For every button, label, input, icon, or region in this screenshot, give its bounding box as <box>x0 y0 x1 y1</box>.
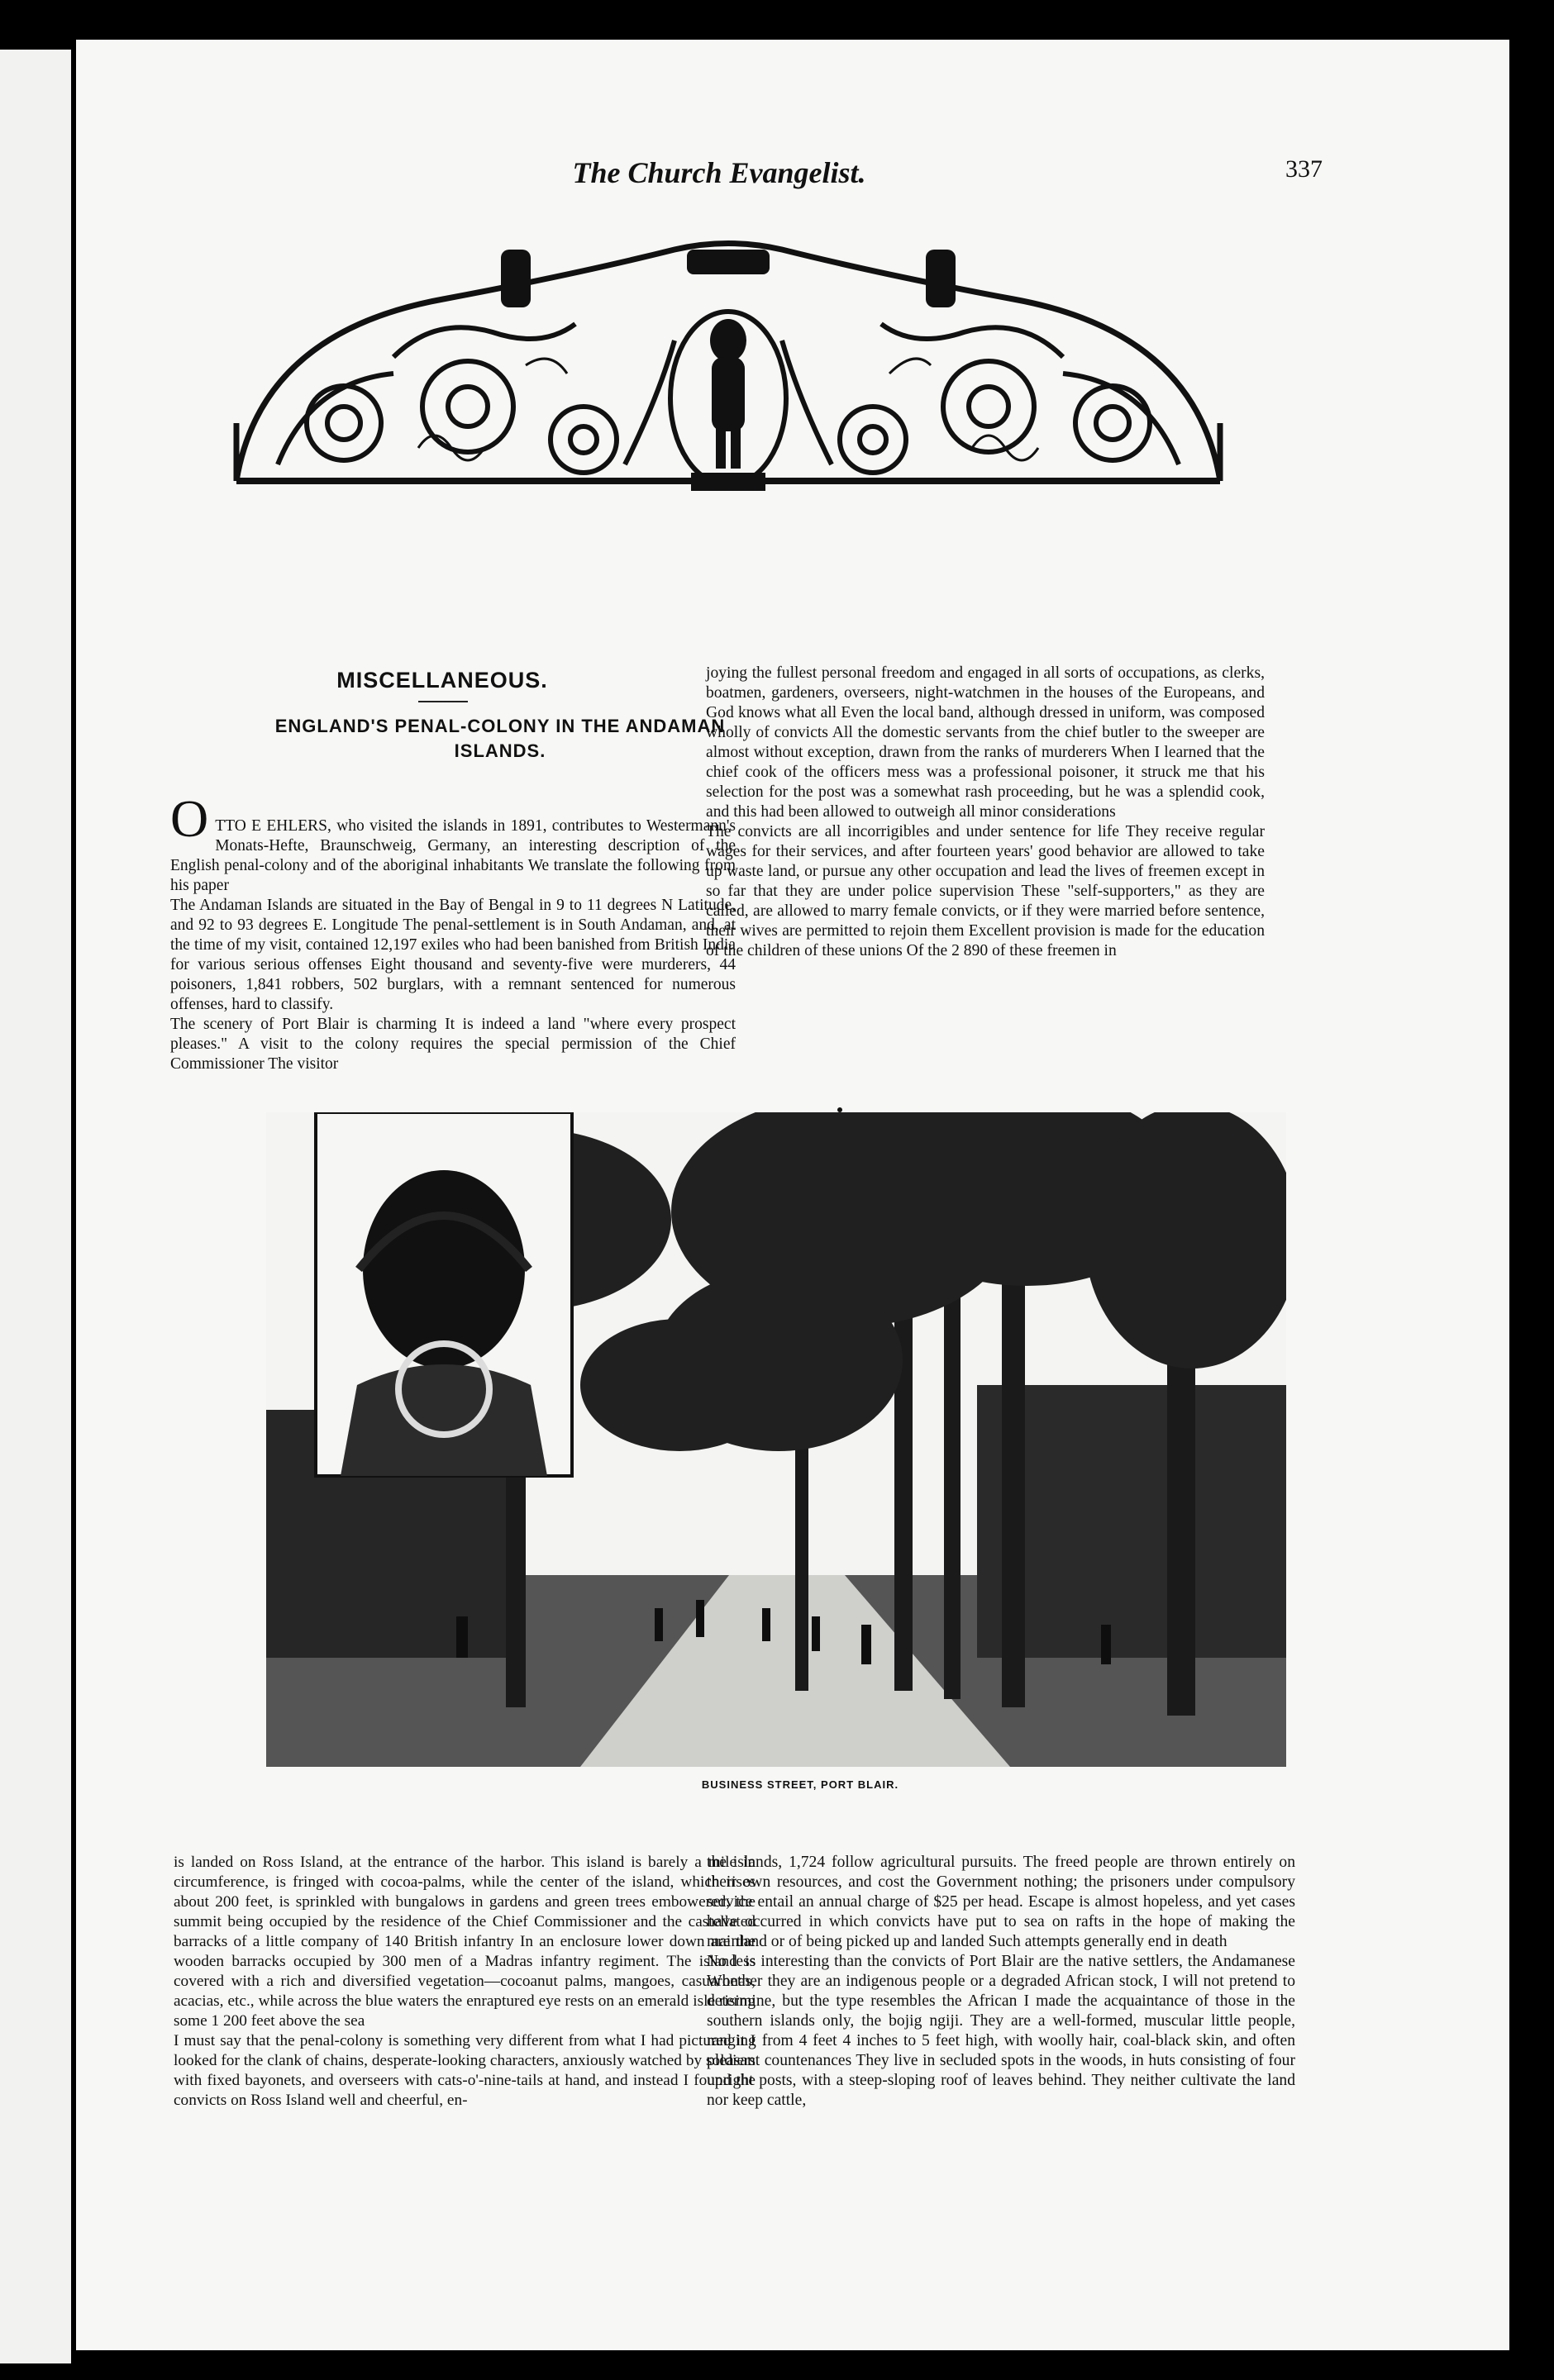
heading-divider <box>418 701 468 702</box>
column-text: TTO E EHLERS, who visited the islands in 1891, contributes to Westermann's Monats-Hefte, Braunschweig, Germany, an interesting description of the English penal-colony and of the aboriginal inhabitants We translate the following from his paper The Andaman Islands are situated in the Bay of Bengal in 9 to 11 degrees N Latitude, and 92 to 93 degrees E. Longitude The penal-settlement is in South Andaman, and, at the time of my visit, contained 12,197 exiles who had been banished from British India for various serious offenses Eight thousand and seventy-five were murderers, 44 poisoners, 1,841 robbers, 502 burglars, with a remnant sentenced for numerous offenses, hard to classify. The scenery of Port Blair is charming It is indeed a land "where every prospect pleases." A visit to the colony requires the special permission of the Chief Commissioner The visitor <box>170 817 736 1073</box>
article-column-bottom-right: the islands, 1,724 follow agricultural pursuits. The freed people are thrown entirely on their own resources, and cost the Government nothing; the prisoners under compulsory service entail an annual charge of $25 per head. Escape is almost hopeless, and yet cases have occurred in which convicts have put to sea on rafts in the hope of making the mainland or of being picked up and landed Such attempts generally end in death No less interesting than the convicts of Port Blair are the native settlers, the Andamanese Whether they are an indigenous people or a degraded African stock, I will not pretend to determine, but the type resembles the African I made the acquaintance of those in the southern islands only, the bojig ngiji. They are a well-formed, muscular little people, ranging from 4 feet 4 inches to 5 feet high, with woolly hair, coal-black skin, and often pleasant countenances They live in secluded spots in the woods, in huts consisting of four upright posts, with a steep-sloping roof of leaves behind. They neither cultivate the land nor keep cattle, <box>707 1854 1295 2109</box>
article-title: ENGLAND'S PENAL-COLONY IN THE ANDAMAN ISLANDS. <box>274 716 726 761</box>
street-scene-engraving <box>266 1112 1286 1767</box>
article-column-bottom-left: is landed on Ross Island, at the entrance of the harbor. This island is barely a mile in circumference, is fringed with cocoa-palms, while the center of the island, which rises about 200 feet, is sprinkled with bungalows in gardens and green trees embowered, the summit being occupied by the residence of the Chief Commissioner and the castellated barracks of a little company of 140 British infantry In an enclosure lower down are the wooden barracks occupied by 300 men of a Madras infantry regiment. The island is covered with a rich and diversified vegetation—cocoanut palms, mangoes, casuaronas, acacias, etc., while across the blue waters the enraptured eye rests on an emerald isle rising some 1 200 feet above the sea I must say that the penal-colony is something very different from what I had pictured it I looked for the clank of chains, desperate-looking characters, anxiously watched by soldiers with fixed bayonets, and overseers with cats-o'-nine-tails at hand, and instead I found the convicts on Ross Island well and cheerful, en- <box>174 1854 756 2109</box>
article-column-top-right: joying the fullest personal freedom and engaged in all sorts of occupations, as clerks, boatmen, gardeners, overseers, night-watchmen in the houses of the Europeans, and God knows what all Even the local band, although dressed in uniform, was composed wholly of convicts All the domestic servants from the chief butler to the sweeper are almost without exception, drawn from the ranks of murderers When I learned that the chief cook of the officers mess was a professional poisoner, it struck me that his selection for the post was a somewhat rash proceeding, but he was a splendid cook, and this had been allowed to outweigh all minor considerations The convicts are all incorrigibles and under sentence for life They receive regular wages for their services, and after fourteen years' good behavior are allowed to take up waste land, or pursue any other occupation and lead the lives of freemen except in so far that they are under police supervision These "self-supporters," as they are called, are allowed to marry female convicts, or if they were married before sentence, their wives are permitted to rejoin them Excellent provision is made for the education of the children of these unions Of the 2 890 of these freemen in <box>706 664 1265 959</box>
running-title: The Church Evangelist. <box>572 156 866 189</box>
previous-page-edge <box>0 50 71 2363</box>
illustration-caption: BUSINESS STREET, PORT BLAIR. <box>701 1778 899 1791</box>
drop-cap: O <box>170 789 209 848</box>
page-number: 337 <box>1285 155 1323 183</box>
section-heading: MISCELLANEOUS. <box>336 668 548 693</box>
article-column-top-left <box>170 777 736 1091</box>
ornamental-header-illustration <box>228 233 1228 547</box>
